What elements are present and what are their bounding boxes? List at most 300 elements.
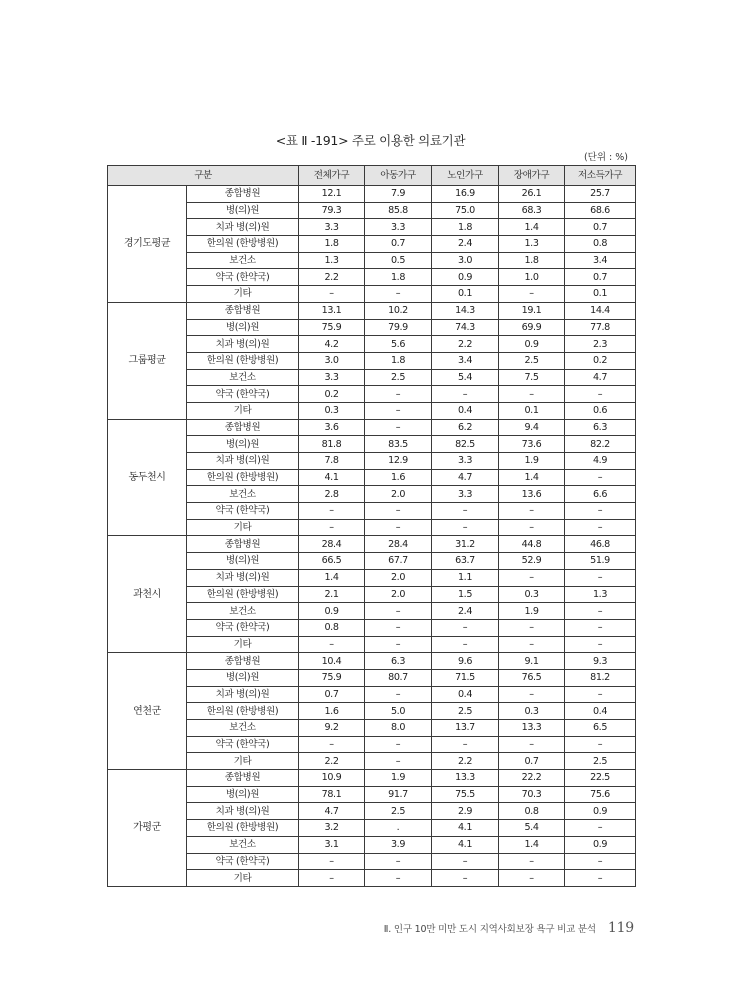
value-cell: 69.9 xyxy=(499,319,565,336)
value-cell: 1.8 xyxy=(299,236,365,253)
value-cell: 2.4 xyxy=(432,236,499,253)
value-cell: 81.8 xyxy=(299,436,365,453)
value-cell: – xyxy=(565,619,636,636)
value-cell: 12.9 xyxy=(365,453,432,470)
value-cell: 1.3 xyxy=(499,236,565,253)
value-cell: – xyxy=(299,286,365,303)
table-row xyxy=(108,820,636,837)
value-cell: – xyxy=(499,853,565,870)
value-cell: 2.5 xyxy=(365,803,432,820)
table-row xyxy=(108,703,636,720)
value-cell: 1.4 xyxy=(499,836,565,853)
institution-label: 종합병원 xyxy=(187,186,299,203)
value-cell: 67.7 xyxy=(365,553,432,570)
value-cell: 1.5 xyxy=(432,586,499,603)
value-cell: 0.7 xyxy=(499,753,565,770)
value-cell: 1.6 xyxy=(365,469,432,486)
institution-label: 한의원 (한방병원) xyxy=(187,236,299,253)
value-cell: – xyxy=(499,569,565,586)
value-cell: 66.5 xyxy=(299,553,365,570)
value-cell: – xyxy=(432,870,499,887)
institution-label: 병(의)원 xyxy=(187,786,299,803)
value-cell: 85.8 xyxy=(365,202,432,219)
institution-label: 약국 (한약국) xyxy=(187,736,299,753)
value-cell: 13.3 xyxy=(432,770,499,787)
value-cell: 6.3 xyxy=(365,653,432,670)
value-cell: 82.5 xyxy=(432,436,499,453)
value-cell: 9.1 xyxy=(499,653,565,670)
value-cell: – xyxy=(432,853,499,870)
table-row xyxy=(108,486,636,503)
value-cell: 2.1 xyxy=(299,586,365,603)
table-row xyxy=(108,720,636,737)
value-cell: 0.4 xyxy=(432,686,499,703)
value-cell: 0.8 xyxy=(499,803,565,820)
value-cell: 16.9 xyxy=(432,186,499,203)
value-cell: 2.0 xyxy=(365,569,432,586)
value-cell: 75.5 xyxy=(432,786,499,803)
table-row xyxy=(108,336,636,353)
value-cell: 0.3 xyxy=(499,703,565,720)
value-cell: – xyxy=(565,736,636,753)
value-cell: 0.2 xyxy=(565,352,636,369)
value-cell: – xyxy=(565,386,636,403)
value-cell: 0.1 xyxy=(499,402,565,419)
value-cell: – xyxy=(365,853,432,870)
value-cell: 68.6 xyxy=(565,202,636,219)
value-cell: 4.7 xyxy=(299,803,365,820)
value-cell: 1.8 xyxy=(432,219,499,236)
value-cell: 3.9 xyxy=(365,836,432,853)
value-cell: – xyxy=(365,870,432,887)
value-cell: 0.8 xyxy=(565,236,636,253)
institution-label: 한의원 (한방병원) xyxy=(187,352,299,369)
value-cell: – xyxy=(365,603,432,620)
value-cell: – xyxy=(565,686,636,703)
value-cell: 0.4 xyxy=(432,402,499,419)
value-cell: 0.7 xyxy=(565,269,636,286)
value-cell: 80.7 xyxy=(365,669,432,686)
value-cell: 73.6 xyxy=(499,436,565,453)
value-cell: 0.9 xyxy=(565,836,636,853)
institution-label: 치과 병(의)원 xyxy=(187,336,299,353)
institution-label: 기타 xyxy=(187,286,299,303)
table-row xyxy=(108,786,636,803)
value-cell: 77.8 xyxy=(565,319,636,336)
value-cell: 1.3 xyxy=(299,252,365,269)
value-cell: 3.3 xyxy=(299,219,365,236)
value-cell: 76.5 xyxy=(499,669,565,686)
table-row xyxy=(108,419,636,436)
value-cell: – xyxy=(365,419,432,436)
value-cell: 22.5 xyxy=(565,770,636,787)
value-cell: – xyxy=(299,503,365,520)
region-cell: 과천시 xyxy=(108,536,187,653)
value-cell: 2.2 xyxy=(299,753,365,770)
region-cell: 동두천시 xyxy=(108,419,187,536)
value-cell: 79.9 xyxy=(365,319,432,336)
table-row xyxy=(108,836,636,853)
table-row xyxy=(108,402,636,419)
table-row xyxy=(108,219,636,236)
value-cell: 2.5 xyxy=(499,352,565,369)
value-cell: – xyxy=(565,820,636,837)
value-cell: – xyxy=(432,636,499,653)
table-row xyxy=(108,603,636,620)
value-cell: – xyxy=(565,603,636,620)
table-row xyxy=(108,453,636,470)
value-cell: 4.1 xyxy=(432,820,499,837)
value-cell: 6.2 xyxy=(432,419,499,436)
value-cell: 10.2 xyxy=(365,302,432,319)
table-row xyxy=(108,286,636,303)
region-cell: 연천군 xyxy=(108,653,187,770)
value-cell: 1.8 xyxy=(499,252,565,269)
value-cell: 2.5 xyxy=(365,369,432,386)
value-cell: 6.5 xyxy=(565,720,636,737)
value-cell: 5.4 xyxy=(499,820,565,837)
value-cell: 0.7 xyxy=(299,686,365,703)
value-cell: 3.3 xyxy=(365,219,432,236)
value-cell: 1.8 xyxy=(365,352,432,369)
value-cell: 2.0 xyxy=(365,586,432,603)
table-row xyxy=(108,202,636,219)
value-cell: 3.2 xyxy=(299,820,365,837)
table-row xyxy=(108,753,636,770)
value-cell: – xyxy=(565,469,636,486)
value-cell: 10.4 xyxy=(299,653,365,670)
value-cell: 0.3 xyxy=(499,586,565,603)
value-cell: – xyxy=(299,519,365,536)
value-cell: 9.4 xyxy=(499,419,565,436)
value-cell: 28.4 xyxy=(299,536,365,553)
institution-label: 약국 (한약국) xyxy=(187,386,299,403)
value-cell: 91.7 xyxy=(365,786,432,803)
value-cell: 0.1 xyxy=(565,286,636,303)
value-cell: 75.0 xyxy=(432,202,499,219)
value-cell: 78.1 xyxy=(299,786,365,803)
value-cell: 6.3 xyxy=(565,419,636,436)
value-cell: 0.7 xyxy=(565,219,636,236)
value-cell: 68.3 xyxy=(499,202,565,219)
table-row xyxy=(108,569,636,586)
table-row xyxy=(108,803,636,820)
value-cell: – xyxy=(365,619,432,636)
value-cell: 4.7 xyxy=(432,469,499,486)
value-cell: 0.9 xyxy=(499,336,565,353)
table-row xyxy=(108,636,636,653)
value-cell: 4.9 xyxy=(565,453,636,470)
value-cell: 2.5 xyxy=(565,753,636,770)
value-cell: 63.7 xyxy=(432,553,499,570)
institution-label: 약국 (한약국) xyxy=(187,619,299,636)
table-row xyxy=(108,252,636,269)
table-body xyxy=(108,186,636,887)
value-cell: – xyxy=(365,736,432,753)
value-cell: 7.8 xyxy=(299,453,365,470)
value-cell: – xyxy=(499,386,565,403)
table-row xyxy=(108,519,636,536)
value-cell: – xyxy=(499,519,565,536)
institution-label: 기타 xyxy=(187,402,299,419)
value-cell: – xyxy=(565,636,636,653)
value-cell: 4.1 xyxy=(299,469,365,486)
table-row xyxy=(108,469,636,486)
table-row xyxy=(108,186,636,203)
institution-label: 보건소 xyxy=(187,369,299,386)
value-cell: – xyxy=(365,386,432,403)
institution-label: 병(의)원 xyxy=(187,202,299,219)
value-cell: 3.3 xyxy=(299,369,365,386)
value-cell: 8.0 xyxy=(365,720,432,737)
value-cell: 19.1 xyxy=(499,302,565,319)
value-cell: 3.0 xyxy=(432,252,499,269)
value-cell: 31.2 xyxy=(432,536,499,553)
institution-label: 보건소 xyxy=(187,252,299,269)
institution-label: 치과 병(의)원 xyxy=(187,686,299,703)
value-cell: . xyxy=(365,820,432,837)
value-cell: 2.5 xyxy=(432,703,499,720)
unit-label: (단위 : %) xyxy=(583,152,628,163)
value-cell: 1.6 xyxy=(299,703,365,720)
value-cell: 1.1 xyxy=(432,569,499,586)
value-cell: 2.4 xyxy=(432,603,499,620)
region-cell: 경기도평균 xyxy=(108,186,187,303)
value-cell: 1.0 xyxy=(499,269,565,286)
table-row xyxy=(108,619,636,636)
institution-label: 한의원 (한방병원) xyxy=(187,586,299,603)
value-cell: – xyxy=(499,686,565,703)
value-cell: 3.4 xyxy=(565,252,636,269)
value-cell: 2.8 xyxy=(299,486,365,503)
value-cell: 0.6 xyxy=(565,402,636,419)
table-row xyxy=(108,503,636,520)
value-cell: 25.7 xyxy=(565,186,636,203)
value-cell: – xyxy=(299,636,365,653)
value-cell: 7.9 xyxy=(365,186,432,203)
table-row xyxy=(108,269,636,286)
value-cell: 3.3 xyxy=(432,486,499,503)
value-cell: 22.2 xyxy=(499,770,565,787)
institution-label: 보건소 xyxy=(187,486,299,503)
region-cell: 가평군 xyxy=(108,770,187,887)
value-cell: – xyxy=(365,286,432,303)
institution-label: 기타 xyxy=(187,636,299,653)
value-cell: 12.1 xyxy=(299,186,365,203)
value-cell: 2.2 xyxy=(299,269,365,286)
value-cell: 6.6 xyxy=(565,486,636,503)
value-cell: – xyxy=(565,519,636,536)
institution-label: 병(의)원 xyxy=(187,553,299,570)
header-elderly: 노인가구 xyxy=(432,166,499,186)
institution-label: 종합병원 xyxy=(187,770,299,787)
value-cell: 46.8 xyxy=(565,536,636,553)
institution-label: 종합병원 xyxy=(187,536,299,553)
value-cell: – xyxy=(499,286,565,303)
page-number: 119 xyxy=(607,920,634,936)
institution-label: 종합병원 xyxy=(187,302,299,319)
header-child: 아동가구 xyxy=(365,166,432,186)
value-cell: 1.9 xyxy=(499,603,565,620)
header-total: 전체가구 xyxy=(299,166,365,186)
value-cell: 51.9 xyxy=(565,553,636,570)
value-cell: – xyxy=(365,686,432,703)
value-cell: – xyxy=(299,870,365,887)
institution-label: 치과 병(의)원 xyxy=(187,569,299,586)
value-cell: 0.9 xyxy=(299,603,365,620)
value-cell: – xyxy=(565,853,636,870)
institution-label: 약국 (한약국) xyxy=(187,853,299,870)
value-cell: 4.1 xyxy=(432,836,499,853)
value-cell: 1.4 xyxy=(299,569,365,586)
value-cell: – xyxy=(499,636,565,653)
value-cell: – xyxy=(432,519,499,536)
value-cell: 0.9 xyxy=(432,269,499,286)
table-row xyxy=(108,436,636,453)
value-cell: 52.9 xyxy=(499,553,565,570)
value-cell: – xyxy=(499,870,565,887)
institution-label: 한의원 (한방병원) xyxy=(187,820,299,837)
table-row xyxy=(108,352,636,369)
value-cell: 7.5 xyxy=(499,369,565,386)
table-row xyxy=(108,586,636,603)
value-cell: – xyxy=(299,853,365,870)
header-row xyxy=(108,166,636,186)
value-cell: 3.1 xyxy=(299,836,365,853)
institution-label: 종합병원 xyxy=(187,419,299,436)
value-cell: – xyxy=(432,619,499,636)
institution-label: 약국 (한약국) xyxy=(187,269,299,286)
table-row xyxy=(108,770,636,787)
value-cell: 3.6 xyxy=(299,419,365,436)
medical-institution-table xyxy=(107,165,636,887)
value-cell: – xyxy=(565,569,636,586)
value-cell: 81.2 xyxy=(565,669,636,686)
institution-label: 기타 xyxy=(187,753,299,770)
value-cell: 1.9 xyxy=(365,770,432,787)
value-cell: 13.7 xyxy=(432,720,499,737)
value-cell: 70.3 xyxy=(499,786,565,803)
value-cell: 0.9 xyxy=(565,803,636,820)
value-cell: 44.8 xyxy=(499,536,565,553)
institution-label: 보건소 xyxy=(187,720,299,737)
value-cell: 14.3 xyxy=(432,302,499,319)
value-cell: 0.5 xyxy=(365,252,432,269)
table-row xyxy=(108,553,636,570)
table-row xyxy=(108,686,636,703)
value-cell: 0.1 xyxy=(432,286,499,303)
value-cell: 9.2 xyxy=(299,720,365,737)
value-cell: 1.4 xyxy=(499,219,565,236)
value-cell: – xyxy=(432,503,499,520)
value-cell: 2.2 xyxy=(432,336,499,353)
table-row xyxy=(108,319,636,336)
value-cell: – xyxy=(432,386,499,403)
institution-label: 치과 병(의)원 xyxy=(187,219,299,236)
value-cell: 13.3 xyxy=(499,720,565,737)
table-row xyxy=(108,736,636,753)
table-row xyxy=(108,236,636,253)
value-cell: 10.9 xyxy=(299,770,365,787)
institution-label: 약국 (한약국) xyxy=(187,503,299,520)
table-row xyxy=(108,853,636,870)
table-title: <표 Ⅱ -191> 주로 이용한 의료기관 xyxy=(275,133,466,148)
value-cell: 1.4 xyxy=(499,469,565,486)
chapter-title: Ⅱ. 인구 10만 미만 도시 지역사회보장 욕구 비교 분석 xyxy=(383,924,596,935)
value-cell: 79.3 xyxy=(299,202,365,219)
value-cell: 71.5 xyxy=(432,669,499,686)
value-cell: – xyxy=(365,753,432,770)
institution-label: 보건소 xyxy=(187,603,299,620)
value-cell: 3.0 xyxy=(299,352,365,369)
institution-label: 한의원 (한방병원) xyxy=(187,703,299,720)
value-cell: 3.4 xyxy=(432,352,499,369)
institution-label: 병(의)원 xyxy=(187,436,299,453)
value-cell: 2.2 xyxy=(432,753,499,770)
institution-label: 병(의)원 xyxy=(187,669,299,686)
institution-label: 기타 xyxy=(187,870,299,887)
value-cell: 2.9 xyxy=(432,803,499,820)
value-cell: 2.3 xyxy=(565,336,636,353)
value-cell: – xyxy=(499,736,565,753)
value-cell: 3.3 xyxy=(432,453,499,470)
value-cell: – xyxy=(299,736,365,753)
value-cell: 2.0 xyxy=(365,486,432,503)
value-cell: 5.6 xyxy=(365,336,432,353)
table-row xyxy=(108,653,636,670)
value-cell: 74.3 xyxy=(432,319,499,336)
header-low-income: 저소득가구 xyxy=(565,166,636,186)
value-cell: 0.8 xyxy=(299,619,365,636)
value-cell: 9.3 xyxy=(565,653,636,670)
value-cell: 26.1 xyxy=(499,186,565,203)
institution-label: 기타 xyxy=(187,519,299,536)
value-cell: 13.6 xyxy=(499,486,565,503)
value-cell: 75.9 xyxy=(299,319,365,336)
value-cell: 4.2 xyxy=(299,336,365,353)
value-cell: – xyxy=(499,503,565,520)
table-row xyxy=(108,386,636,403)
institution-label: 보건소 xyxy=(187,836,299,853)
table-row xyxy=(108,536,636,553)
value-cell: 14.4 xyxy=(565,302,636,319)
value-cell: 82.2 xyxy=(565,436,636,453)
value-cell: 1.8 xyxy=(365,269,432,286)
value-cell: 4.7 xyxy=(565,369,636,386)
value-cell: 5.4 xyxy=(432,369,499,386)
value-cell: 0.3 xyxy=(299,402,365,419)
value-cell: – xyxy=(365,636,432,653)
value-cell: 0.2 xyxy=(299,386,365,403)
value-cell: 13.1 xyxy=(299,302,365,319)
region-cell: 그룹평균 xyxy=(108,302,187,419)
table-row xyxy=(108,302,636,319)
value-cell: – xyxy=(365,402,432,419)
value-cell: – xyxy=(365,519,432,536)
value-cell: 28.4 xyxy=(365,536,432,553)
page-footer xyxy=(384,920,634,936)
value-cell: 83.5 xyxy=(365,436,432,453)
institution-label: 치과 병(의)원 xyxy=(187,803,299,820)
value-cell: – xyxy=(499,619,565,636)
value-cell: 1.9 xyxy=(499,453,565,470)
table-row xyxy=(108,669,636,686)
value-cell: 75.6 xyxy=(565,786,636,803)
value-cell: 0.4 xyxy=(565,703,636,720)
header-disabled: 장애가구 xyxy=(499,166,565,186)
value-cell: – xyxy=(565,870,636,887)
institution-label: 병(의)원 xyxy=(187,319,299,336)
